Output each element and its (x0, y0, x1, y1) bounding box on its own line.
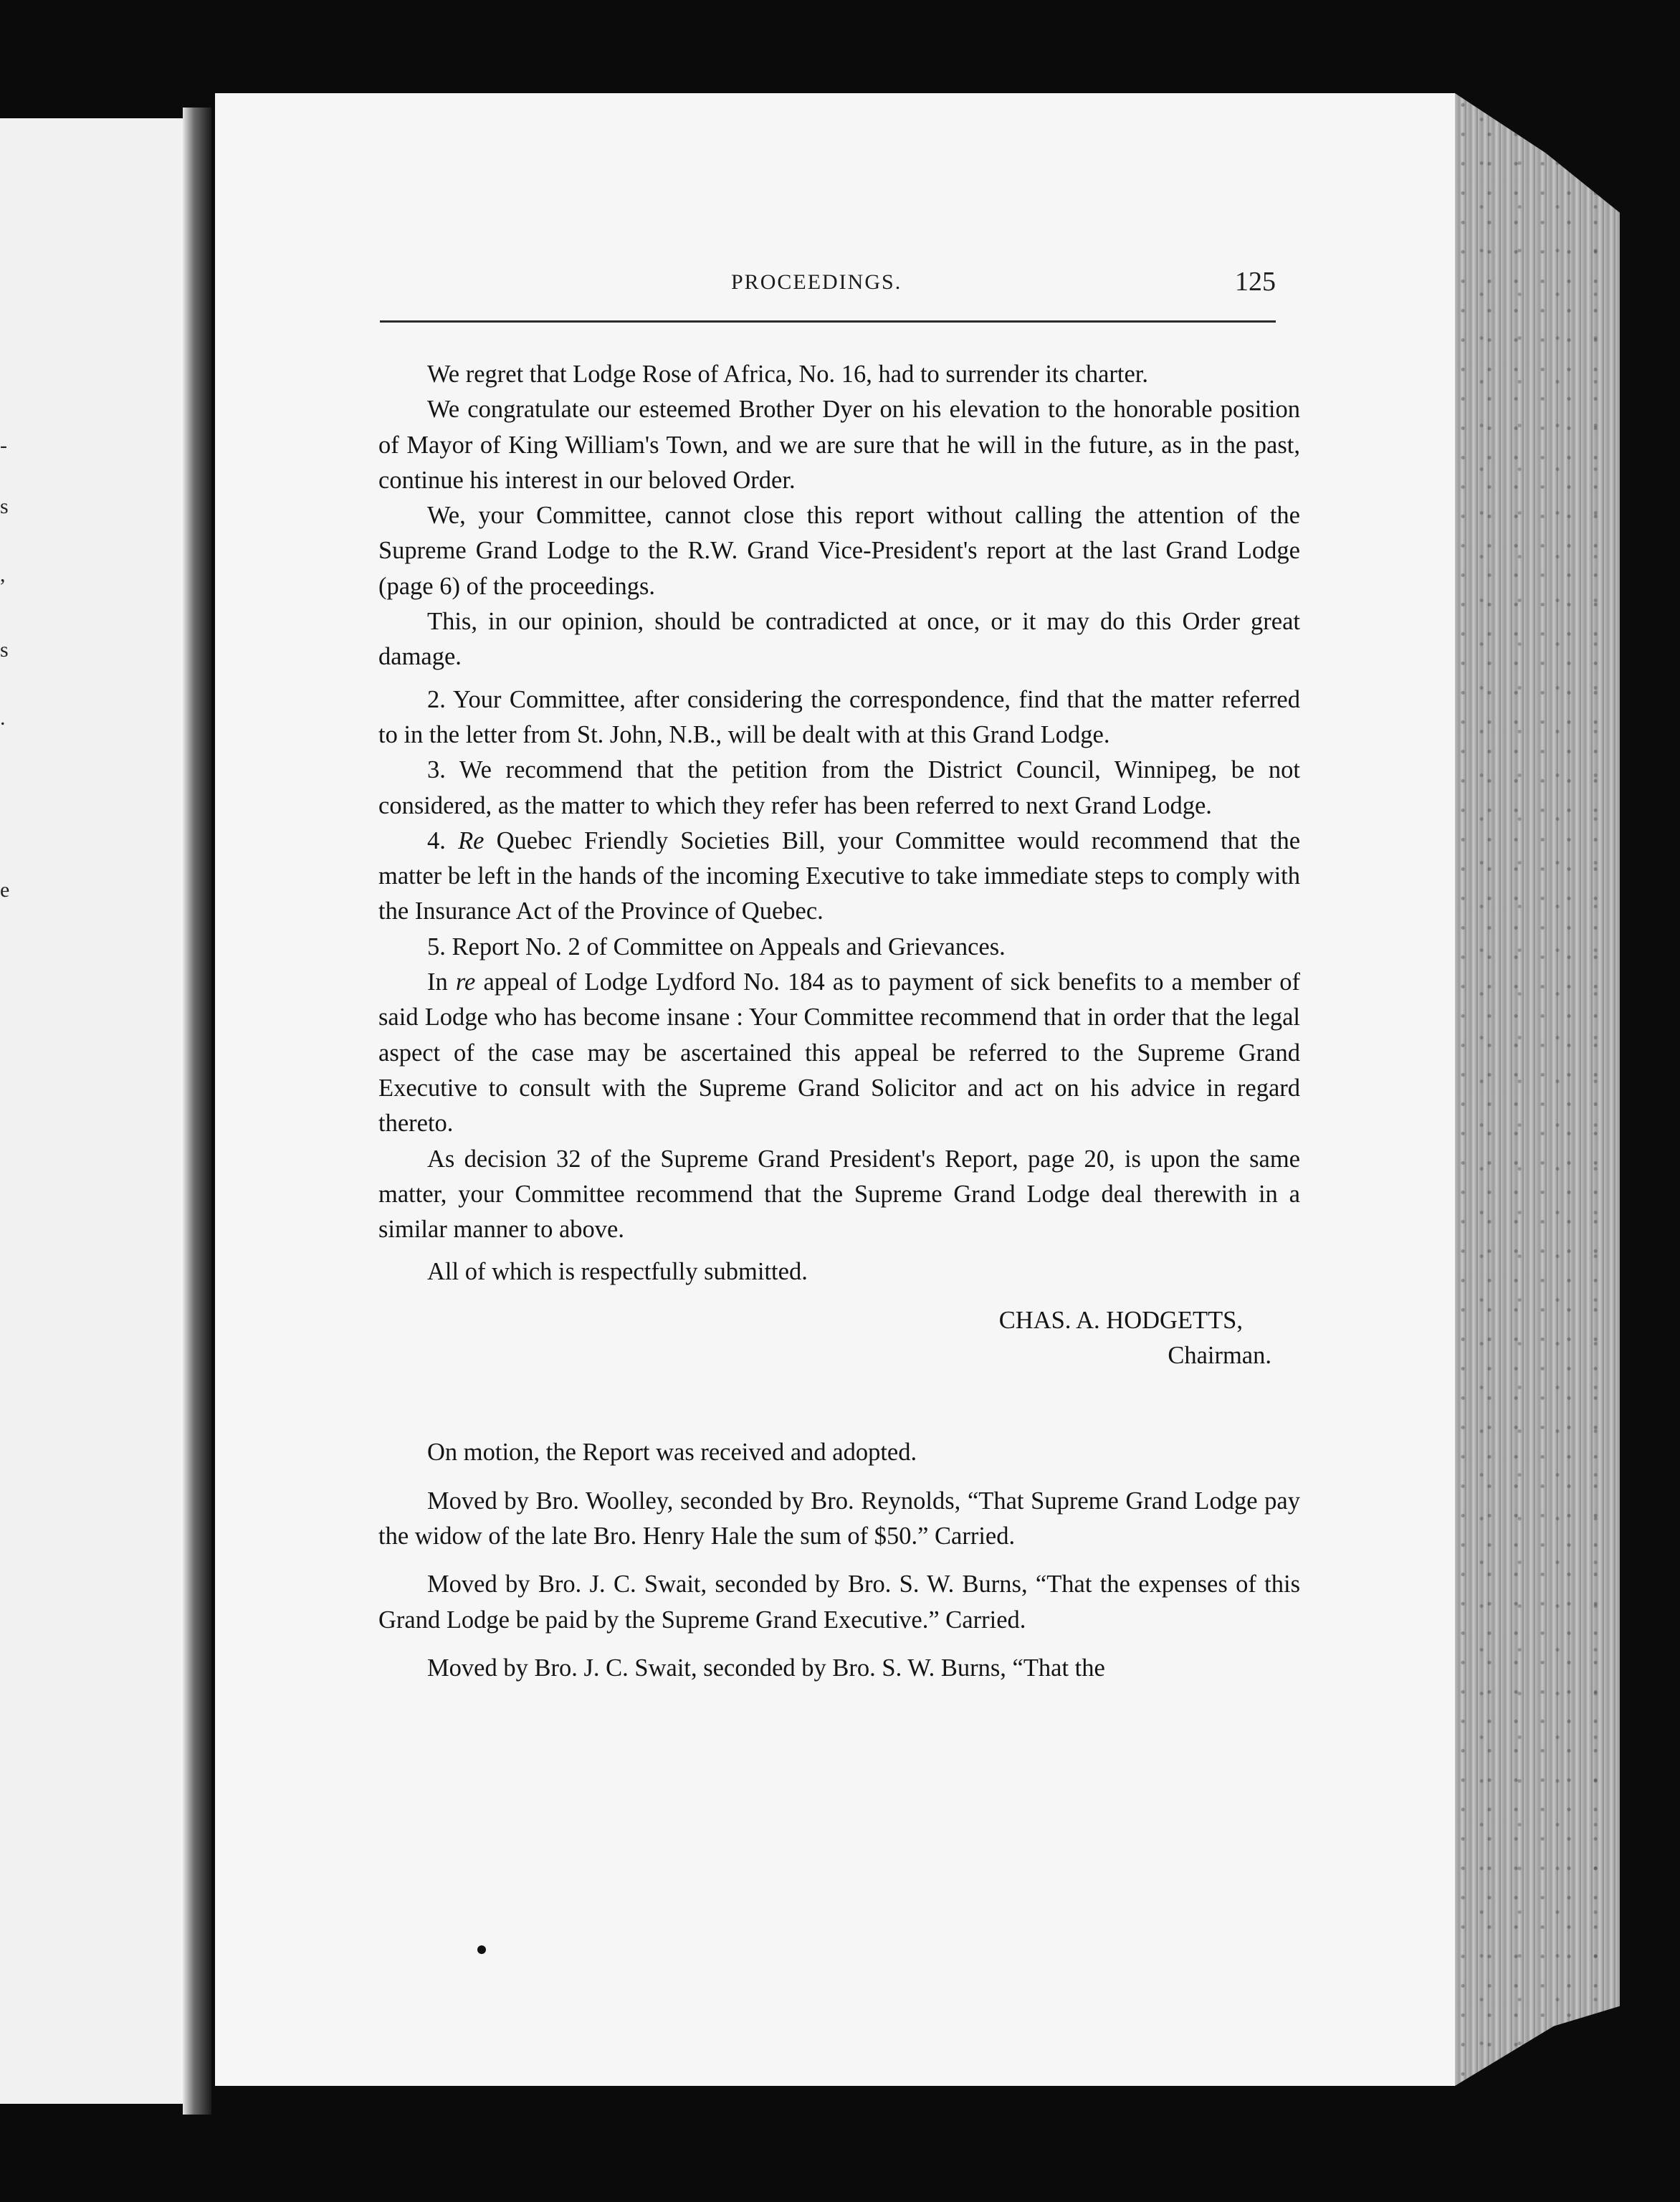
paragraph: As decision 32 of the Supreme Grand President's Report, page 20, is upon the same matter, your Committee recommend that the Supreme Grand Lodge deal therewith in a similar manner to above. (378, 1145, 1300, 1244)
paragraph-prefix: In (427, 968, 448, 996)
margin-mark: - (0, 434, 7, 457)
margin-mark: s (0, 495, 9, 518)
signature-name: CHAS. A. HODGETTS, (998, 1306, 1243, 1334)
motion-paragraph: On motion, the Report was received and adopted. (427, 1439, 917, 1467)
book-gutter (183, 108, 211, 2115)
paragraph-text: appeal of Lodge Lydford No. 184 as to payment of sick benefits to a member of said Lodge who has become insane : Your Committee recommend that in order that the legal aspect of the case may be ascertained this appeal be referred to the Supreme Grand Executive to consult with the Supreme Grand Solicitor and act on his advice in regard thereto. (378, 968, 1300, 1138)
motion-paragraph: Moved by Bro. J. C. Swait, seconded by Bro. S. W. Burns, “That the (427, 1654, 1105, 1682)
margin-mark: , (0, 563, 6, 586)
header-rule (380, 320, 1276, 323)
page-header (380, 262, 1276, 326)
paragraph: All of which is respectfully submitted. (427, 1258, 808, 1286)
paragraph: 5. Report No. 2 of Committee on Appeals and Grievances. (427, 933, 1006, 961)
paragraph (378, 965, 1300, 1141)
left-page (0, 118, 192, 2104)
paragraph: 3. We recommend that the petition from the District Council, Winnipeg, be not considered, as the matter to which they refer has been referred to next Grand Lodge. (378, 756, 1300, 819)
paragraph: This, in our opinion, should be contradicted at once, or it may do this Order great damage. (378, 608, 1300, 671)
margin-mark: e (0, 878, 10, 902)
paragraph (378, 824, 1300, 930)
paragraph: 2. Your Committee, after considering the correspondence, find that the matter referred to in the letter from St. John, N.B., will be dealt with at this Grand Lodge. (378, 685, 1300, 748)
italic-term: Re (458, 826, 485, 854)
paragraph-text: Quebec Friendly Societies Bill, your Committee would recommend that the matter be left in the hands of the incoming Executive to take immediate steps to comply with the Insurance Act of the Province of Quebec. (378, 826, 1301, 925)
italic-term: re (455, 968, 476, 996)
item-number: 4. (427, 826, 446, 854)
page-body (378, 357, 1300, 1686)
page-number: 125 (1235, 267, 1276, 297)
page-edges (1455, 93, 1620, 2086)
motion-paragraph: Moved by Bro. J. C. Swait, seconded by Bro. S. W. Burns, “That the expenses of this Grand Lodge be paid by the Supreme Grand Executive.” Carried. (378, 1571, 1300, 1634)
ink-dot (477, 1945, 486, 1954)
paragraph: We, your Committee, cannot close this report without calling the attention of the Supreme Grand Lodge to the R.W. Grand Vice-President's report at the last Grand Lodge (page 6) of the proceedings. (378, 502, 1300, 600)
margin-mark: . (0, 706, 6, 730)
signature-title: Chairman. (1168, 1342, 1271, 1370)
margin-mark: s (0, 638, 9, 662)
running-head: PROCEEDINGS. (731, 270, 902, 294)
motion-paragraph: Moved by Bro. Woolley, seconded by Bro. Reynolds, “That Supreme Grand Lodge pay the widow of the late Bro. Henry Hale the sum of $50.” Carried. (378, 1487, 1300, 1550)
paragraph: We regret that Lodge Rose of Africa, No. 16, had to surrender its charter. (427, 361, 1149, 388)
paragraph: We congratulate our esteemed Brother Dyer on his elevation to the honorable position of Mayor of King William's Town, and we are sure that he will in the future, as in the past, continue his interest in our beloved Order. (378, 396, 1300, 494)
